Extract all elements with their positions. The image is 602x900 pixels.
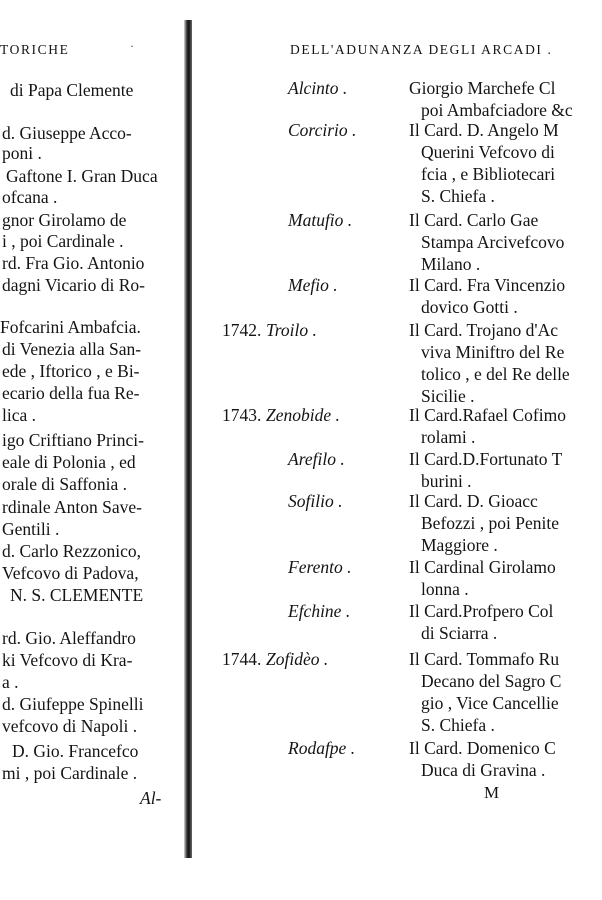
left-text-line: di Venezia alla San-: [2, 339, 142, 359]
left-text-line: orale di Saffonia .: [2, 474, 128, 494]
arcadian-name: Zofidèo .: [266, 649, 329, 669]
left-text-line: N. S. CLEMENTE: [10, 585, 144, 605]
entry-description-line: Il Card. Trojano d'Ac: [409, 320, 558, 340]
entry-description-line: Il Card.D.Fortunato T: [409, 449, 563, 469]
left-text-line: d. Giuseppe Acco-: [2, 123, 132, 143]
arcadian-name: Troilo .: [266, 320, 317, 340]
left-text-line: gnor Girolamo de: [2, 210, 127, 230]
left-text-line: a .: [2, 672, 19, 692]
left-text-line: poni .: [2, 143, 42, 163]
entry-description-line: Maggiore .: [421, 535, 498, 555]
left-text-line: Gentili .: [2, 519, 60, 539]
left-text-line: lica .: [2, 405, 37, 425]
entry-description-line: rolami .: [421, 427, 476, 447]
left-text-line: rd. Gio. Aleffandro: [2, 628, 136, 648]
left-text-line: ecario della fua Re-: [2, 383, 140, 403]
left-text-line: i , poi Cardinale .: [2, 231, 124, 251]
left-text-line: ede , Iftorico , e Bi-: [2, 361, 140, 381]
left-text-line: rd. Fra Gio. Antonio: [2, 253, 145, 273]
right-running-head: DELL'ADUNANZA DEGLI ARCADI .: [290, 42, 553, 57]
left-text-line: ofcana .: [2, 187, 58, 207]
entry-description-line: Il Card. Tommafo Ru: [409, 649, 560, 669]
left-text-line: rdinale Anton Save-: [2, 497, 142, 517]
ink-speck: ·: [130, 39, 134, 53]
left-text-line: dagni Vicario di Ro-: [2, 275, 145, 295]
entry-description-line: Il Card. Fra Vincenzio: [409, 275, 566, 295]
page-gutter: [184, 20, 192, 858]
entry-year: 1744.: [222, 649, 262, 669]
entry-description-line: poi Ambafciadore &c: [421, 100, 573, 120]
entry-description-line: fcia , e Bibliotecari: [421, 164, 556, 184]
entry-description-line: Il Card. Carlo Gae: [409, 210, 539, 230]
arcadian-name: Arefilo .: [288, 449, 345, 469]
entry-description-line: Befozzi , poi Penite: [421, 513, 560, 533]
entry-description-line: Querini Vefcovo di: [421, 142, 555, 162]
entry-description-line: Giorgio Marchefe Cl: [409, 78, 556, 98]
entry-description-line: Il Card. D. Angelo M: [409, 120, 559, 140]
entry-description-line: dovico Gotti .: [421, 297, 518, 317]
entry-description-line: viva Miniftro del Re: [421, 342, 565, 362]
left-text-line: igo Criftiano Princi-: [2, 430, 144, 450]
left-text-line: ki Vefcovo di Kra-: [2, 650, 133, 670]
left-text-line: vefcovo di Napoli .: [2, 716, 138, 736]
left-text-line: di Papa Clemente: [10, 80, 134, 100]
arcadian-name: Zenobide .: [266, 405, 340, 425]
entry-description-line: Il Card.Rafael Cofimo: [409, 405, 566, 425]
left-text-line: d. Giufeppe Spinelli: [2, 694, 144, 714]
entry-description-line: Il Card. Domenico C: [409, 738, 556, 758]
entry-description-line: di Sciarra .: [421, 623, 498, 643]
left-text-line: d. Carlo Rezzonico,: [2, 541, 141, 561]
left-text-line: D. Gio. Francefco: [12, 741, 139, 761]
entry-description-line: S. Chiefa .: [421, 186, 495, 206]
entry-description-line: gio , Vice Cancellie: [421, 693, 559, 713]
arcadian-name: Sofilio .: [288, 491, 343, 511]
arcadian-name: Corcirio .: [288, 120, 357, 140]
entry-description-line: Il Card.Profpero Col: [409, 601, 554, 621]
arcadian-name: Mefio .: [288, 275, 338, 295]
entry-description-line: Duca di Gravina .: [421, 760, 546, 780]
entry-description-line: Il Cardinal Girolamo: [409, 557, 556, 577]
entry-description-line: burini .: [421, 471, 472, 491]
arcadian-name: Rodafpe .: [288, 738, 356, 758]
arcadian-name: Alcinto .: [288, 78, 348, 98]
entry-year: 1743.: [222, 405, 262, 425]
entry-description-line: Sicilie .: [421, 386, 475, 406]
left-text-line: Fofcarini Ambafcia.: [0, 317, 141, 337]
left-text-line: Vefcovo di Padova,: [2, 563, 139, 583]
left-text-line: mi , poi Cardinale .: [2, 763, 138, 783]
entry-description-line: Decano del Sagro C: [421, 671, 562, 691]
arcadian-name: Efchine .: [288, 601, 351, 621]
entry-year: 1742.: [222, 320, 262, 340]
entry-description-line: S. Chiefa .: [421, 715, 495, 735]
entry-description-line: Stampa Arcivefcovo: [421, 232, 565, 252]
entry-description-line: Milano .: [421, 254, 481, 274]
left-text-line: eale di Polonia , ed: [2, 452, 136, 472]
signature-mark: M: [484, 783, 500, 802]
left-running-head: TORICHE: [0, 42, 70, 57]
entry-description-line: Il Card. D. Gioacc: [409, 491, 538, 511]
left-catchword: Al-: [140, 788, 162, 808]
left-text-line: Gaftone I. Gran Duca: [6, 166, 158, 186]
arcadian-name: Matufio .: [288, 210, 353, 230]
entry-description-line: tolico , e del Re delle: [421, 364, 570, 384]
arcadian-name: Ferento .: [288, 557, 352, 577]
entry-description-line: lonna .: [421, 579, 469, 599]
